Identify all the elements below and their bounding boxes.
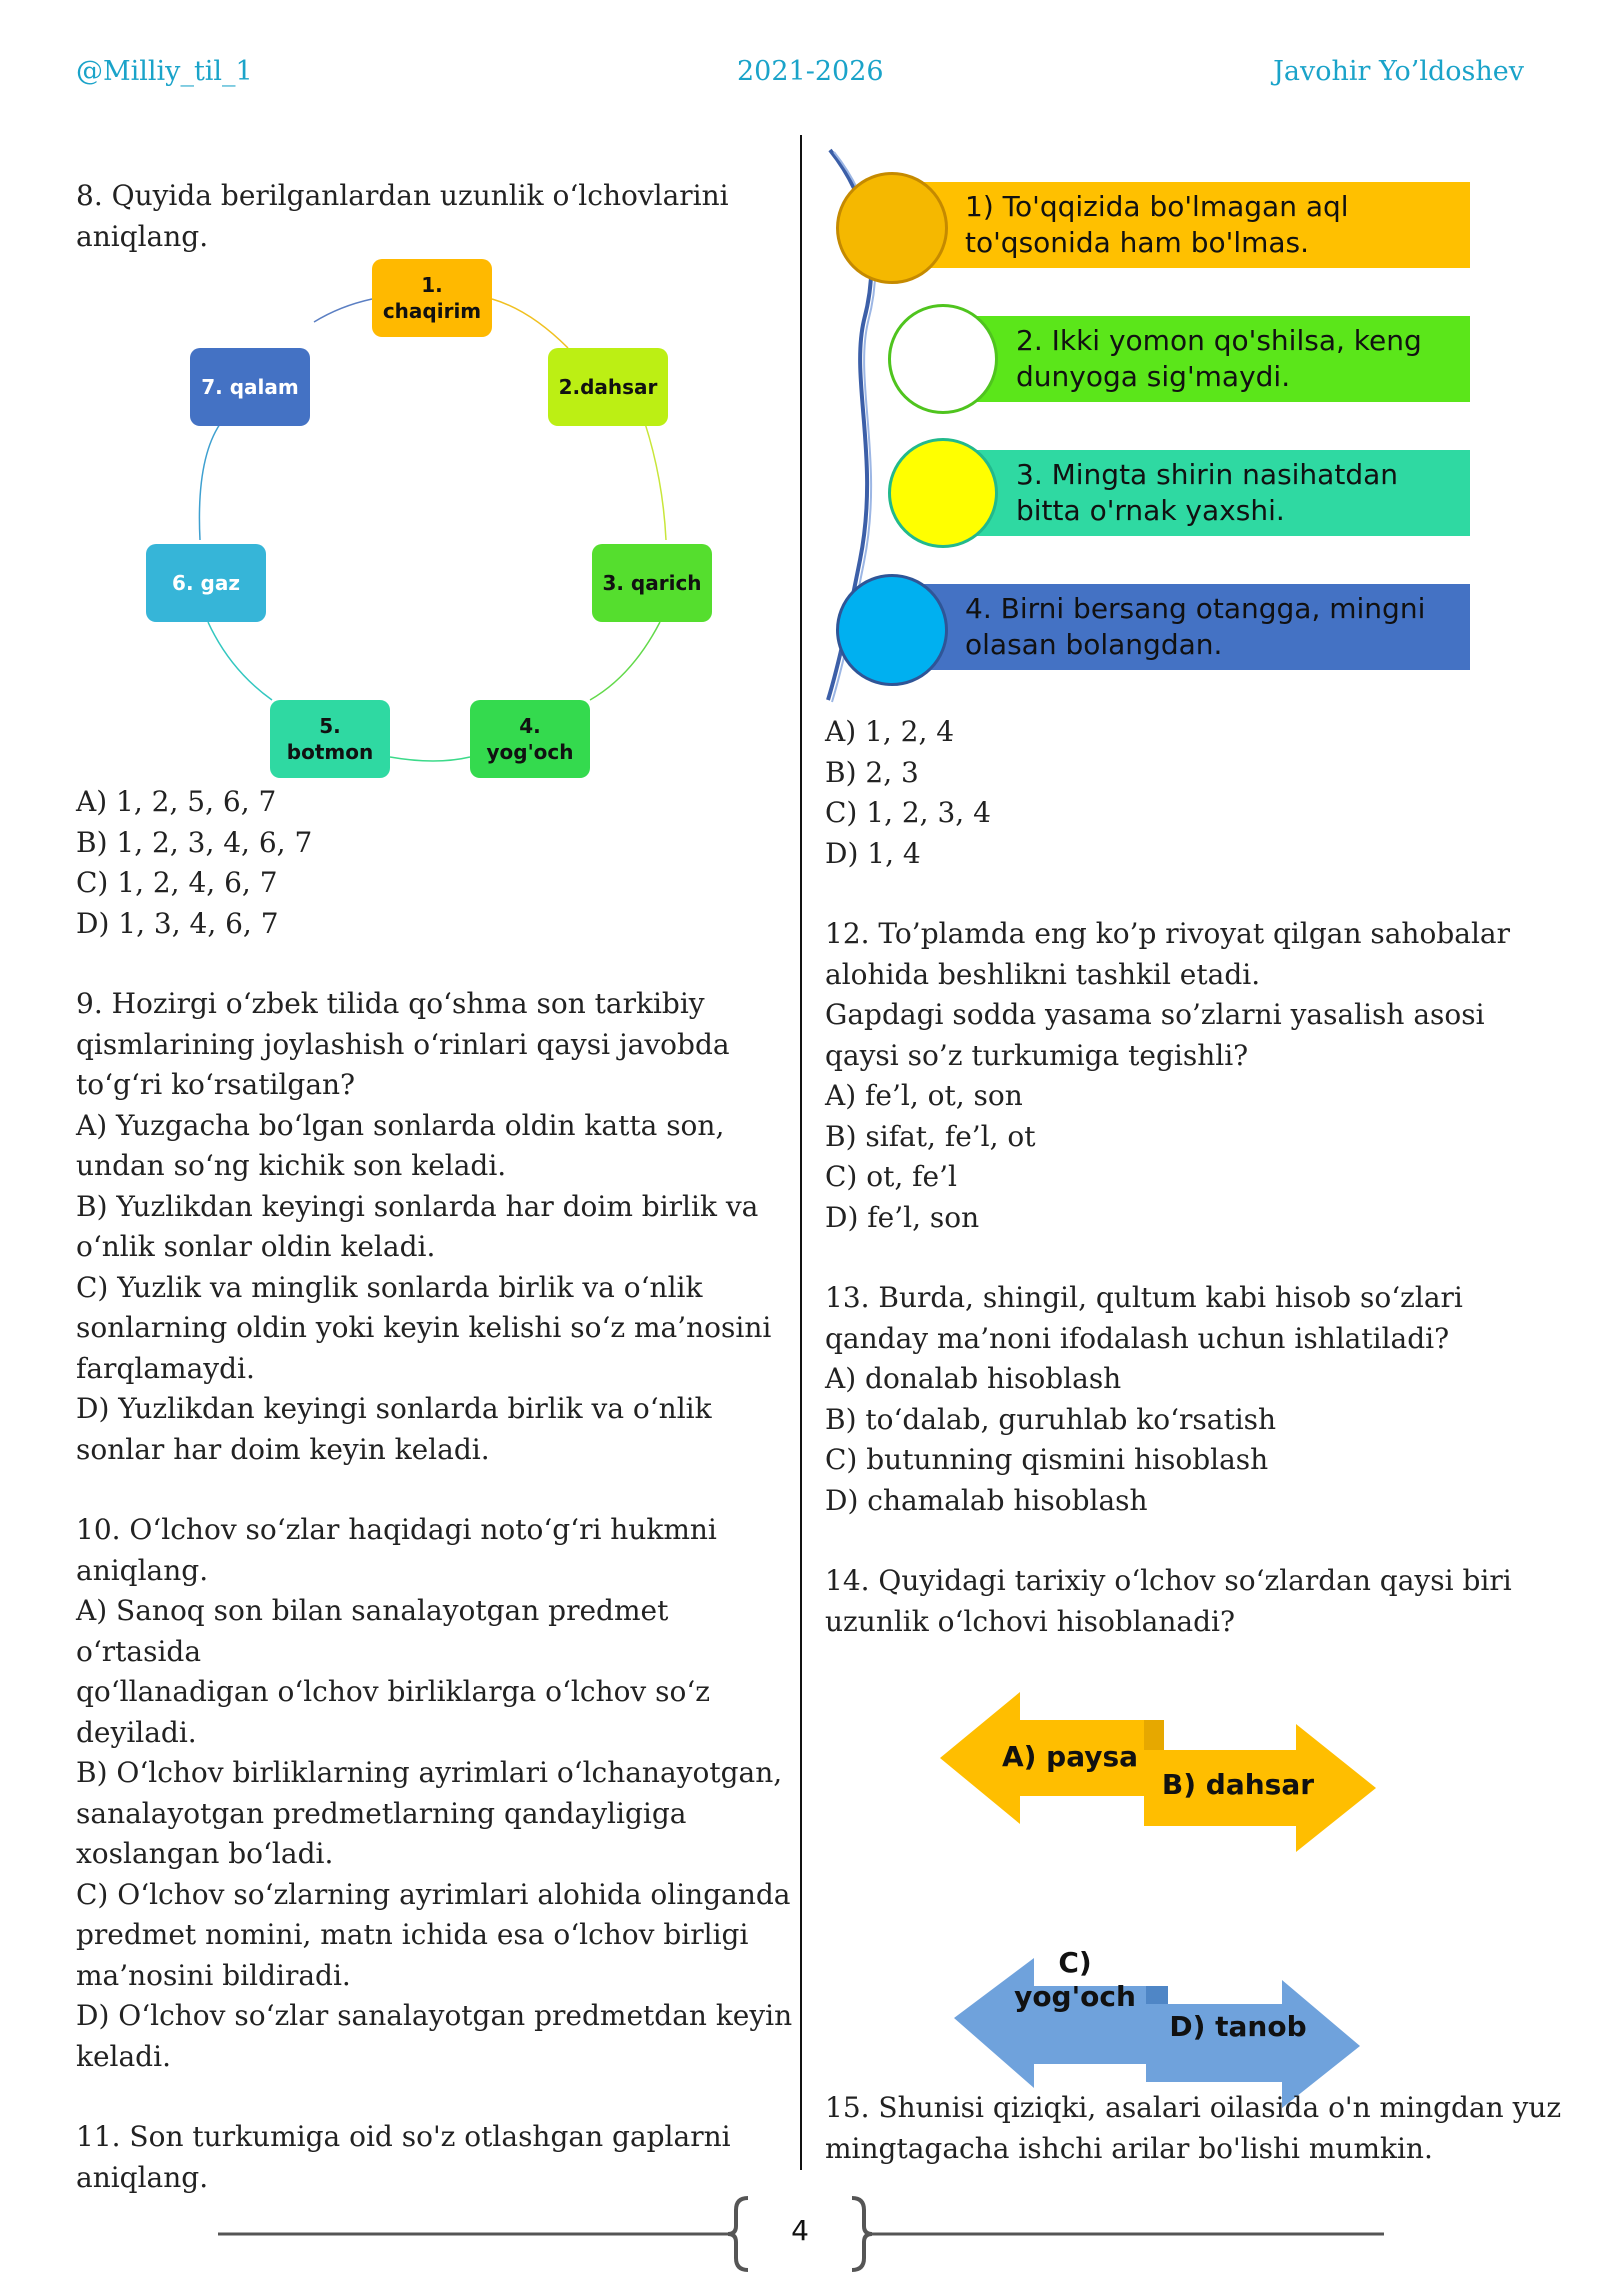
q9-line: A) Yuzgacha bo‘lgan sonlarda oldin katta son,: [76, 1108, 725, 1142]
q9-line: 9. Hozirgi o‘zbek tilida qo‘shma son tarkibiy: [76, 987, 705, 1020]
arrow-label-b: B) dahsar: [1161, 1768, 1315, 1801]
cycle-item-label: 3. qarich: [602, 571, 702, 595]
q9-line: sonlarning oldin yoki keyin kelishi so‘z ma’nosini: [76, 1311, 772, 1344]
q10-line: sanalayotgan predmetlarning qandayligiga: [76, 1796, 687, 1830]
arrow-label-c: C) yog'och: [1014, 1946, 1136, 2013]
q10-line: C) O‘lchov so‘zlarning ayrimlari alohida olinganda: [76, 1877, 791, 1911]
q10-line: keladi.: [76, 2039, 171, 2073]
q13-line: 13. Burda, shingil, qultum kabi hisob so‘zlari: [825, 1281, 1463, 1314]
q12-line: A) fe’l, ot, son: [825, 1079, 1023, 1112]
q12-line: D) fe’l, son: [825, 1200, 980, 1234]
q9-line: sonlar har doim keyin keladi.: [76, 1432, 490, 1466]
cycle-item-label: 4. yog'och: [486, 714, 574, 764]
cycle-item-qalam: [190, 348, 310, 426]
q12-line: qaysi so’z turkumiga tegishli?: [825, 1038, 1249, 1072]
q13-line: qanday ma’noni ifodalash uchun ishlatiladi?: [825, 1321, 1450, 1355]
q10-line: A) Sanoq son bilan sanalayotgan predmet o‘rtasida: [76, 1594, 669, 1668]
q13-line: C) butunning qismini hisoblash: [825, 1443, 1269, 1476]
q8-option: A) 1, 2, 5, 6, 7: [76, 785, 277, 818]
proverb-circle-4: [836, 574, 948, 686]
cycle-item-qarich: [592, 544, 712, 622]
q10-line: aniqlang.: [76, 1553, 209, 1587]
q10-line: 10. O‘lchov so‘zlar haqidagi noto‘g‘ri hukmni: [76, 1513, 717, 1546]
q9-line: farqlamaydi.: [76, 1351, 255, 1385]
q12-line: B) sifat, fe’l, ot: [825, 1119, 1036, 1153]
cycle-item-label: 1. chaqirim: [382, 273, 482, 323]
cycle-item-chaqirim: [372, 259, 492, 337]
q15-line: 15. Shunisi qiziqki, asalari oilasida o'n mingdan yuz: [825, 2091, 1562, 2124]
q10-line: deyiladi.: [76, 1715, 197, 1749]
proverb-text-2: 2. Ikki yomon qo'shilsa, keng dunyoga sig'maydi.: [1016, 324, 1422, 393]
q10-line: qo‘llanadigan o‘lchov birliklarga o‘lchov so‘z: [76, 1675, 711, 1708]
cycle-item-label: 2.dahsar: [558, 375, 658, 399]
q10-block: [76, 1510, 796, 2077]
proverb-text-3: 3. Mingta shirin nasihatdan bitta o'rnak yaxshi.: [1016, 458, 1398, 527]
cycle-item-gaz: [146, 544, 266, 622]
q9-line: to‘g‘ri ko‘rsatilgan?: [76, 1068, 356, 1101]
q8-option: B) 1, 2, 3, 4, 6, 7: [76, 825, 313, 859]
cycle-item-label: 7. qalam: [201, 375, 299, 399]
left-column-lower: [76, 782, 796, 2198]
proverb-text-1: 1) To'qqizida bo'lmagan aql to'qsonida ham bo'lmas.: [965, 190, 1349, 259]
q11-line: 11. Son turkumiga oid so'z otlashgan gaplarni: [76, 2120, 731, 2153]
q11-option: B) 2, 3: [825, 755, 919, 789]
q8-option: C) 1, 2, 4, 6, 7: [76, 866, 278, 899]
header-right: Javohir Yo’ldoshev: [1273, 56, 1524, 87]
proverb-circle-2: [888, 304, 998, 414]
q12-line: C) ot, fe’l: [825, 1160, 957, 1193]
cycle-item-botmon: [270, 700, 390, 778]
q9-line: D) Yuzlikdan keyingi sonlarda birlik va o‘nlik: [76, 1392, 712, 1425]
proverb-circle-3: [888, 438, 998, 548]
q13-line: D) chamalab hisoblash: [825, 1483, 1148, 1517]
cycle-connector: [0, 0, 800, 800]
q12-block: [825, 914, 1585, 1238]
q10-line: ma’nosini bildiradi.: [76, 1958, 351, 1992]
q9-line: undan so‘ng kichik son keladi.: [76, 1149, 507, 1182]
q11-option: D) 1, 4: [825, 836, 921, 870]
q10-line: B) O‘lchov birliklarning ayrimlari o‘lchanayotgan,: [76, 1756, 783, 1789]
arrow-label-d: D) tanob: [1169, 2010, 1307, 2043]
cycle-item-dahsar: [548, 348, 668, 426]
q14-line: 14. Quyidagi tarixiy o‘lchov so‘zlardan qaysi biri: [825, 1564, 1512, 1597]
q11-option: A) 1, 2, 4: [825, 715, 955, 748]
q12-line: alohida beshlikni tashkil etadi.: [825, 957, 1261, 991]
q10-line: xoslangan bo‘ladi.: [76, 1837, 334, 1870]
cycle-item-label: 6. gaz: [172, 571, 240, 595]
q11-option: C) 1, 2, 3, 4: [825, 796, 991, 829]
q9-line: qismlarining joylashish o‘rinlari qaysi javobda: [76, 1027, 730, 1061]
q8-line: aniqlang.: [76, 219, 209, 253]
page-number: 4: [791, 2214, 809, 2247]
cycle-item-yogoch: [470, 700, 590, 778]
q9-block: [76, 984, 796, 1470]
q9-line: C) Yuzlik va minglik sonlarda birlik va o‘nlik: [76, 1270, 703, 1304]
header-left: @Milliy_til_1: [76, 56, 253, 87]
q13-line: A) donalab hisoblash: [825, 1362, 1122, 1395]
q8-option: D) 1, 3, 4, 6, 7: [76, 906, 279, 940]
q14-line: uzunlik o‘lchovi hisoblanadi?: [825, 1604, 1235, 1638]
cycle-item-label: 5. botmon: [286, 714, 374, 764]
q13-line: B) to‘dalab, guruhlab ko‘rsatish: [825, 1402, 1277, 1436]
header-center: 2021-2026: [737, 56, 884, 87]
q12-line: 12. To’plamda eng ko’p rivoyat qilgan sahobalar: [825, 917, 1510, 950]
q15-line: mingtagacha ishchi arilar bo'lishi mumkin.: [825, 2131, 1433, 2165]
q9-line: B) Yuzlikdan keyingi sonlarda har doim birlik va: [76, 1189, 759, 1223]
q11-proverbs-graphic: [800, 140, 1600, 710]
q11-line: aniqlang.: [76, 2160, 209, 2194]
right-column: [825, 712, 1585, 1642]
q10-line: D) O‘lchov so‘zlar sanalayotgan predmetdan keyin: [76, 1999, 793, 2032]
q15-block: [825, 2088, 1585, 2169]
proverb-circle-1: [836, 172, 948, 284]
arrow-label-a: A) paysa: [1001, 1740, 1139, 1773]
q8-cycle-diagram: [0, 0, 800, 800]
q9-line: o‘nlik sonlar oldin keladi.: [76, 1230, 436, 1263]
q14-arrows: [900, 1680, 1420, 2100]
q10-line: predmet nomini, matn ichida esa o‘lchov birligi: [76, 1918, 749, 1951]
q13-block: [825, 1278, 1585, 1521]
q12-line: Gapdagi sodda yasama so’zlarni yasalish asosi: [825, 998, 1485, 1031]
proverb-text-4: 4. Birni bersang otangga, mingni olasan bolangdan.: [965, 592, 1426, 661]
q8-line: 8. Quyida berilganlardan uzunlik o‘lchovlarini: [76, 179, 729, 212]
